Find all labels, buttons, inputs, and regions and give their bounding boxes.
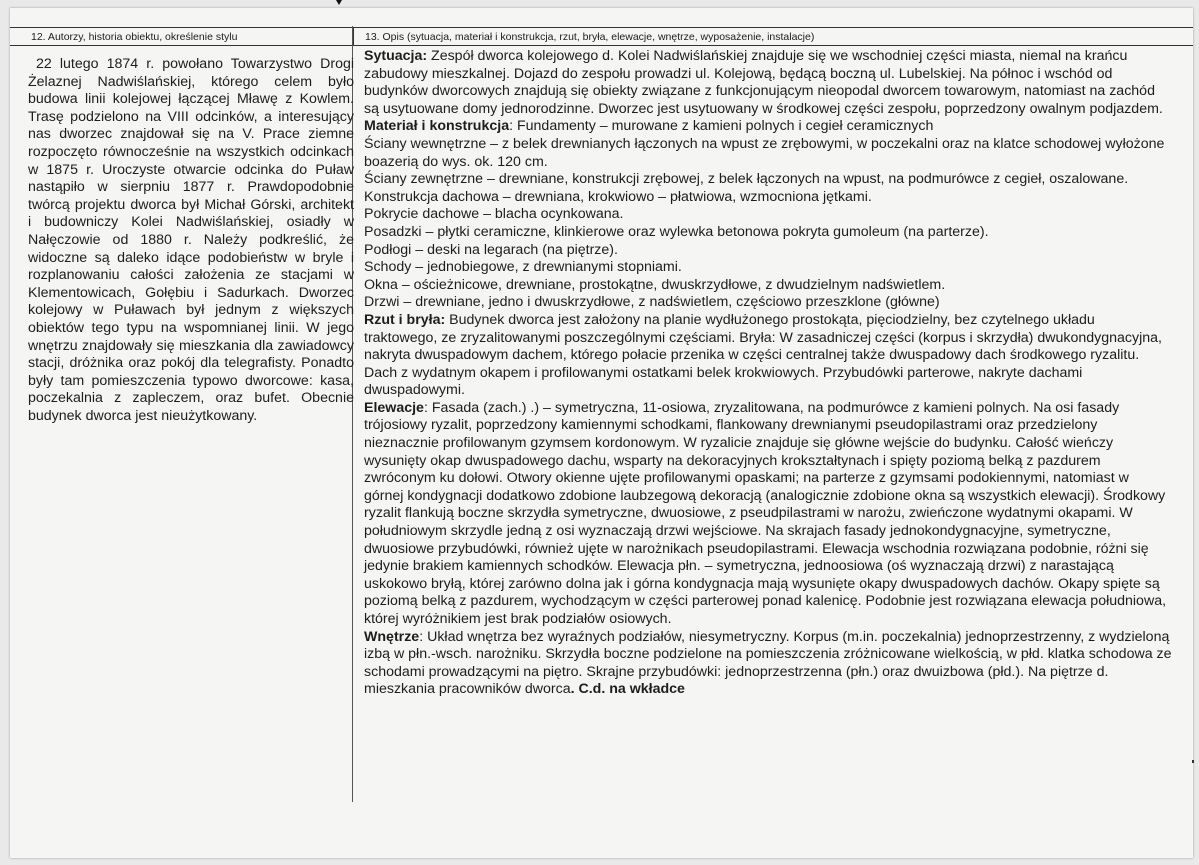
material-item: Drzwi – drewniane, jedno i dwuskrzydłowe, z nadświetlem, częściowo przeszklone (główne) xyxy=(364,294,940,311)
material-item: Konstrukcja dachowa – drewniana, krokwiowo – płatwiowa, wzmocniona jętkami. xyxy=(364,188,872,205)
scan-speck xyxy=(1192,760,1194,763)
wnetrze-text: : Układ wnętrza bez wyraźnych podziałów, niesymetryczny. Korpus (m.in. poczekalnia) jednoprzestrzenny, z wydzieloną izbą w płn.-wsch. narożniku. Skrzydła boczne podzielone na pomieszczenia zróżnicowane wielkością, w płd. klatka schodowa ze schodami prowadzącymi na piętro. Skrajne przybudówki: jednoprzestrzenna (płn.) oraz dwuizbowa (płd.). Na piętrze d. mieszkania pracowników dworca xyxy=(364,628,1172,698)
material-paragraph xyxy=(364,118,1172,136)
wnetrze-paragraph xyxy=(364,629,1172,699)
material-item: Podłogi – deski na legarach (na piętrze). xyxy=(364,241,618,258)
material-item: Posadzki – płytki ceramiczne, klinkierowe oraz wylewka betonowa pokryta gumoleum (na parterze). xyxy=(364,223,989,240)
description-column xyxy=(364,48,1172,699)
material-text: : Fundamenty – murowane z kamieni polnych i cegieł ceramicznych xyxy=(509,118,934,135)
elewacje-text: : Fasada (zach.) .) – symetryczna, 11-osiowa, zryzalitowana, na podmurówce z kamieni polnych. Na osi fasady trójosiowy ryzalit, poprzedzony kamiennymi schodkami, flankowany drewnianymi pseudopilastrami oraz przedzielony nieznacznie profilowanym gzymsem kordonowym. W ryzalicie znajduje się główne wejście do budynku. Całość wieńczy wysunięty okap dwuspadowego dachu, wsparty na dekoracyjnych krokształtynach i spięty poziomą belką z pazdurem zwróconym ku dołowi. Otwory okienne ujęte profilowanymi opaskami; na parterze z gzymsami podokiennymi, natomiast w górnej kondygnacji dodatkowo zdobione laubzegową dekoracją (analogicznie zdobione okna są wszystkich elewacji). Środkowy ryzalit flankują boczne skrzydła symetryczne, dwuosiowe, z pseudpilastrami w narożu, zwieńczone wydatnymi okapami. W południowym skrzydle jedną z osi wyznaczają drzwi wejściowe. Na skrajach fasady jednokondygnacyjne, symetryczne, dwuosiowe przybudówki, również ujęte w narożnikach pseudopilastrami. Elewacja wschodnia rozwiązana podobnie, różni się jedynie brakiem kamiennych schodków. Elewacja płn. – symetryczna, jednoosiowa (oś wyznaczają drzwi) z narastającą uskokowo bryłą, której zarówno dolna jak i górna kondygnacja mają wysunięte okapy dwuspadowych dachów. Okapy spięte są poziomą belką z pazdurem, wychodzącym w części parterowej ponad kalenicę. Podobnie jest rozwiązana elewacja południowa, której wyróżnikiem jest brak podziałów osiowych. xyxy=(364,399,1167,627)
material-label: Materiał i konstrukcja xyxy=(364,118,510,135)
material-item: Pokrycie dachowe – blacha ocynkowana. xyxy=(364,206,624,223)
wnetrze-label: Wnętrze xyxy=(364,628,420,645)
rzut-label: Rzut i bryła: xyxy=(364,311,446,328)
elewacje-label: Elewacje xyxy=(364,399,424,416)
elewacje-paragraph xyxy=(364,400,1172,629)
history-text: 22 lutego 1874 r. powołano Towarzystwo Drogi Żelaznej Nadwiślańskiej, którego celem było budowa linii kolejowej łączącej Mławę z Kowlem. Trasę podzielono na VIII odcinków, a interesujący nas dworzec znajdował się na V. Prace ziemne rozpoczęto równocześnie na wszystkich odcinkach w 1875 r. Uroczyste otwarcie odcinka do Puław nastąpiło w sierpniu 1877 r. Prawdopodobnie twórcą projektu dworca był Michał Górski, architekt i budowniczy Kolei Nadwiślańskiej, osiadły w Nałęczowie od 1880 r. Należy podkreślić, że widoczne są daleko idące podobieństw w bryle i rozplanowaniu całości założenia ze stacjami w Klementowicach, Gołębiu i Sadurkach. Dworzec kolejowy w Puławach był jednym z większych obiektów tego typu na wspomnianej linii. W jego wnętrzu znajdowały się mieszkania dla zawiadowcy stacji, dróżnika oraz pokój dla telegrafisty. Ponadto były tam pomieszczenia typowo dworcowe: kasa, poczekalnia z zapleczem, oraz bufet. Obecnie budynek dworca jest nieużytkowany. xyxy=(28,56,354,424)
sytuacja-label: Sytuacja: xyxy=(364,48,428,64)
history-column xyxy=(28,56,354,425)
section-13-header: 13. Opis (sytuacja, materiał i konstrukcja, rzut, bryła, elewacje, wnętrze, wyposażenie, instalacje) xyxy=(353,27,1193,46)
rzut-paragraph xyxy=(364,312,1172,400)
top-notch-mark xyxy=(336,0,342,6)
sytuacja-paragraph xyxy=(364,48,1172,118)
material-item: Schody – jednobiegowe, z drewnianymi stopniami. xyxy=(364,259,682,276)
rzut-text: Budynek dworca jest założony na planie wydłużonego prostokąta, pięciodzielny, bez czytelnego układu traktowego, ze zryzalitowanymi poszczególnymi częściami. Bryła: W zasadniczej części (korpus i skrzydła) dwukondygnacyjna, nakryta dwuspadowym dachem, którego połacie przenika w części centralnej także dwuspadowy dach środkowego ryzalitu. Dach z wydatnym okapem i profilowanymi ostatkami belek krokwiowych. Przybudówki parterowe, nakryte dachami dwuspadowymi. xyxy=(364,311,1162,399)
sytuacja-text: Zespół dworca kolejowego d. Kolei Nadwiślańskiej znajduje się we wschodniej części miasta, niemal na krańcu zabudowy mieszkalnej. Dojazd do zespołu prowadzi ul. Kolejową, będącą boczną ul. Lubelskiej. Na północ i wschód od budynków dworcowych znajdują się obiekty związane z funkcjonującym nieopodal dworcem towarowym, natomiast na zachód są usytuowane domy jednorodzinne. Dworzec jest usytuowany w środkowej części zespołu, poprzedzony owalnym podjazdem. xyxy=(364,48,1163,117)
section-12-header: 12. Autorzy, historia obiektu, określenie stylu xyxy=(10,27,353,46)
continued-note: . C.d. na wkładce xyxy=(570,681,685,698)
material-item: Ściany zewnętrzne – drewniane, konstrukcji zrębowej, z belek łączonych na wpust, na podmurówce z cegieł, oszalowane. xyxy=(364,171,1129,188)
material-item: Okna – ościeżnicowe, drewniane, prostokątne, dwuskrzydłowe, z dwudzielnym nadświetlem. xyxy=(364,276,946,293)
material-item: Ściany wewnętrzne – z belek drewnianych łączonych na wpust ze zrębowymi, w poczekalni oraz na klatce schodowej wyłożone boazerią do wys. ok. 120 cm. xyxy=(364,135,1165,170)
